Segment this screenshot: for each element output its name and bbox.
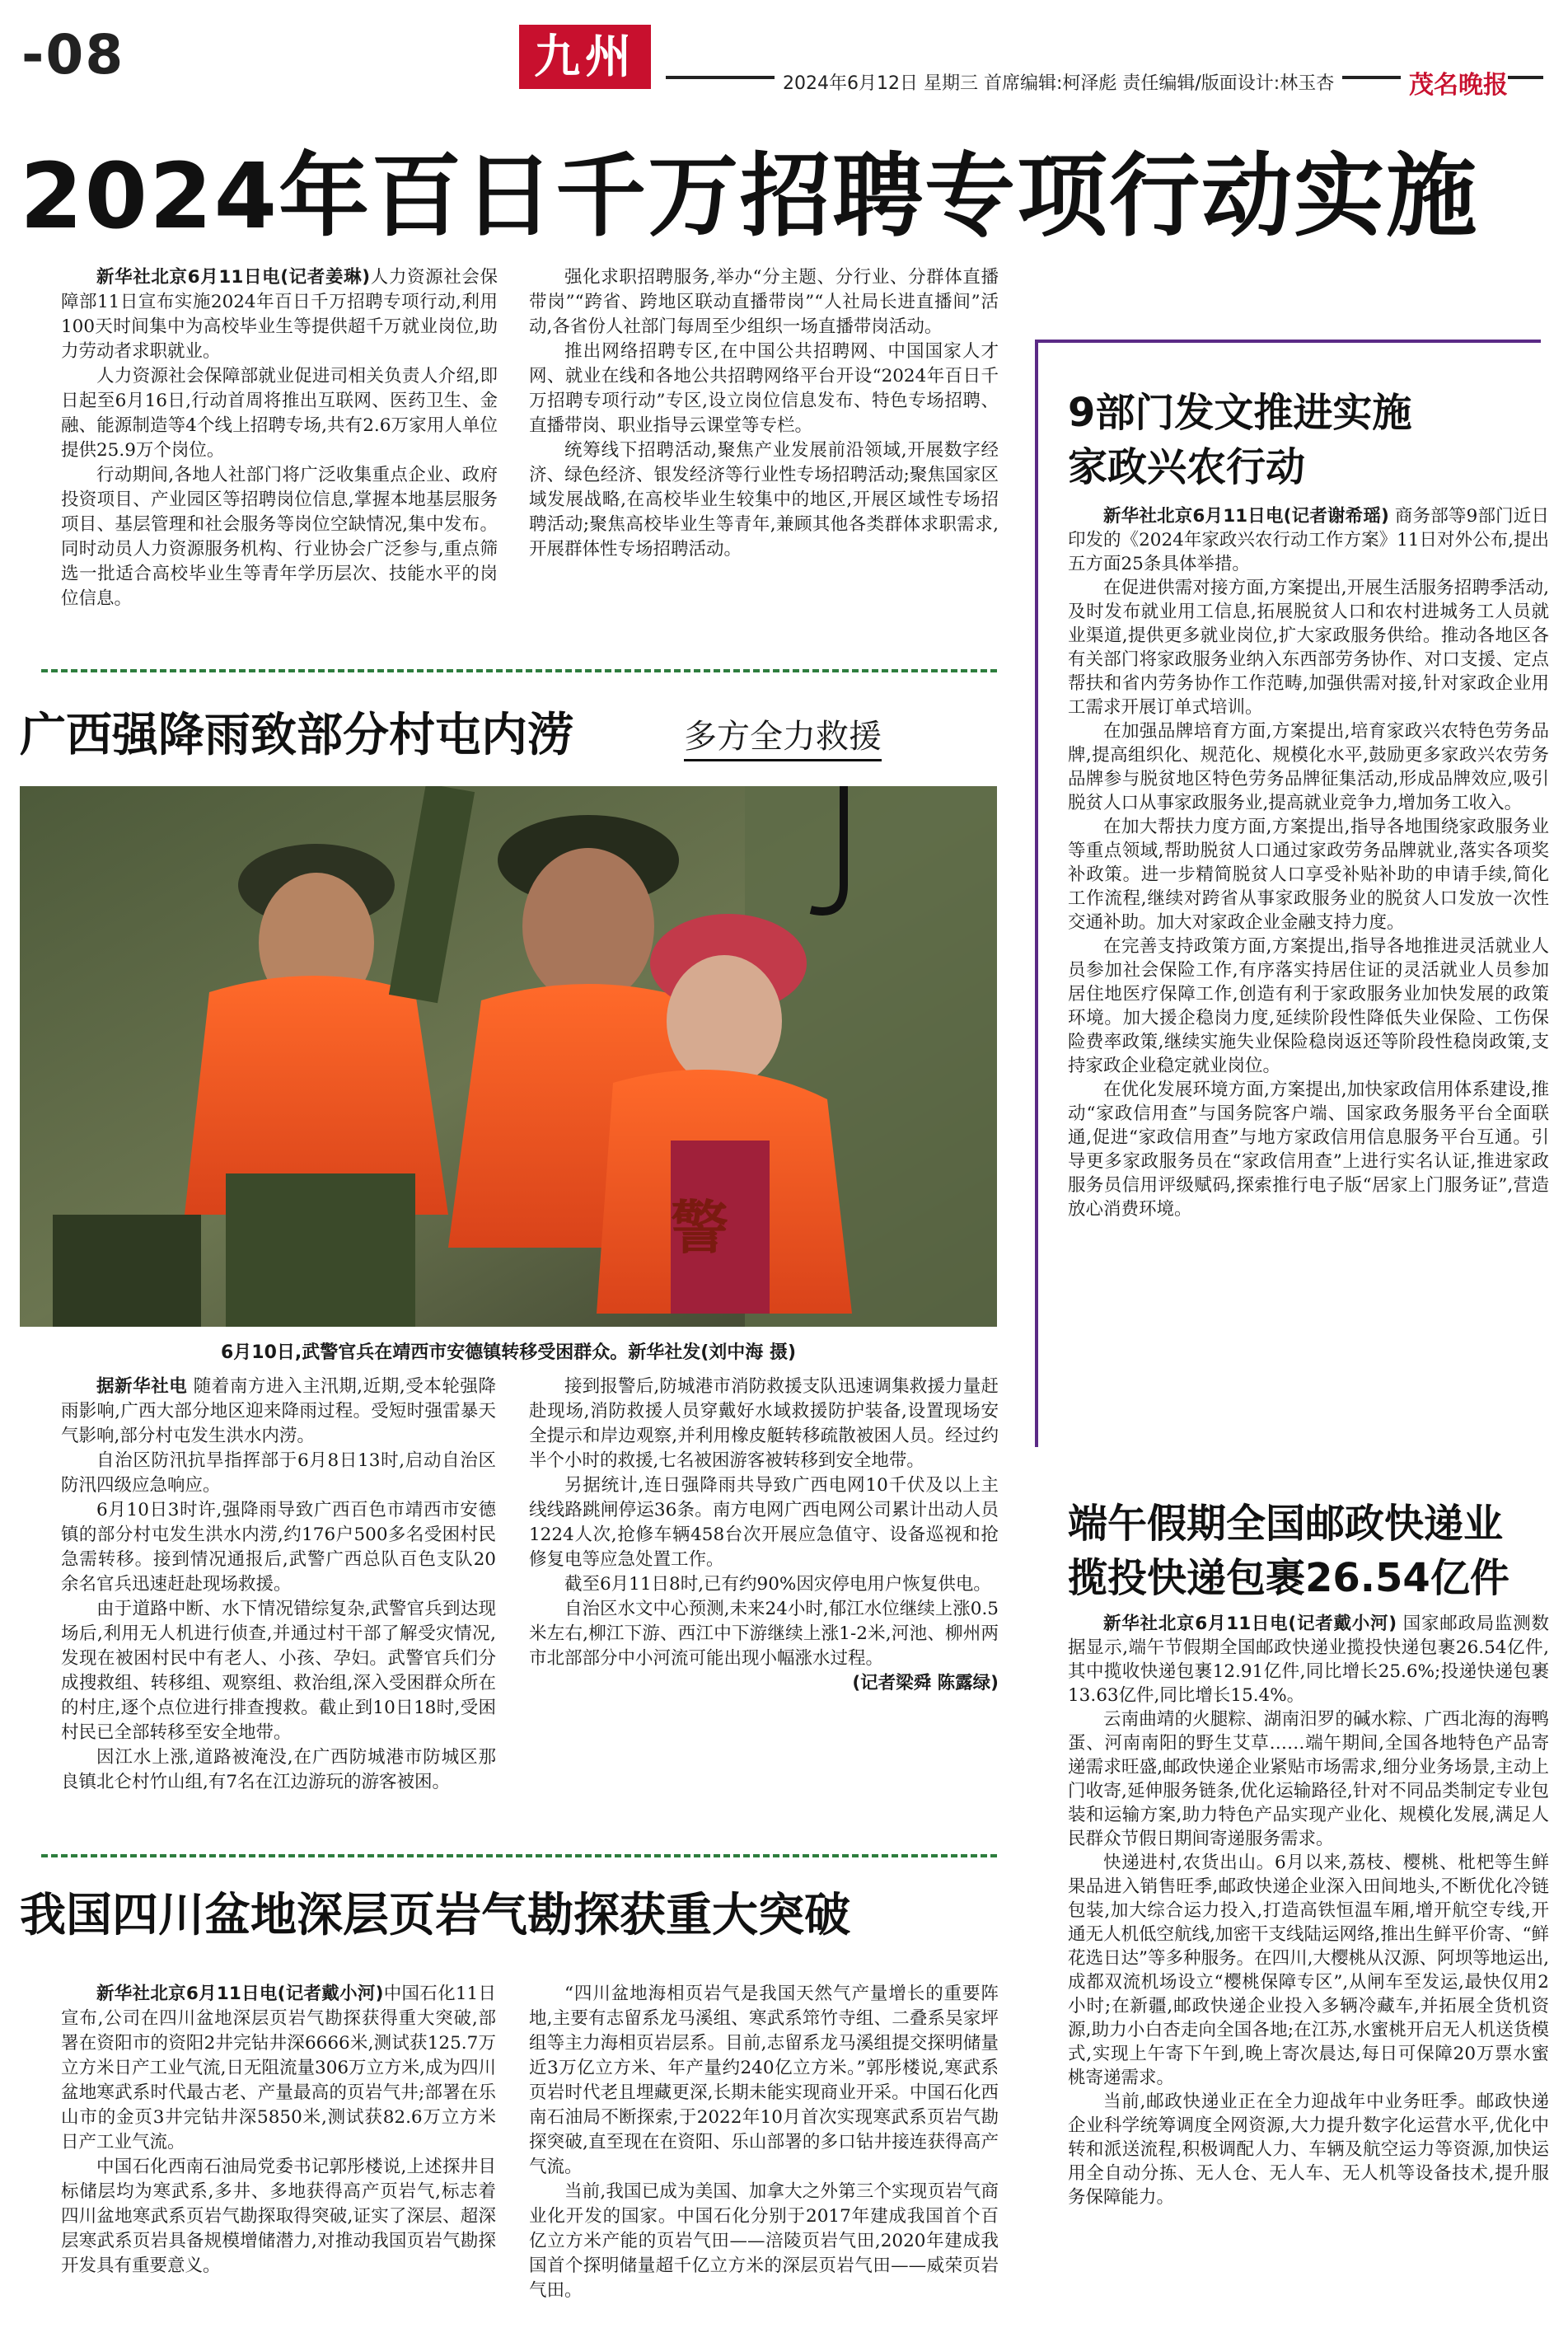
article3-title: 我国四川盆地深层页岩气勘探获重大突破 [20, 1889, 850, 1942]
article2-title: 广西强降雨致部分村屯内涝 [20, 709, 573, 762]
article3-col2 [529, 1982, 999, 2303]
dateline: 2024年6月12日 星期三 首席编辑:柯泽彪 责任编辑/版面设计:林玉杏 [775, 69, 1342, 95]
svg-text:警: 警 [671, 1194, 728, 1262]
article2-para: 自治区防汛抗旱指挥部于6月8日13时,启动自治区防汛四级应急响应。 [61, 1450, 496, 1496]
article4-body [1068, 504, 1549, 1221]
article2-para: 6月10日3时许,强降雨导致广西百色市靖西市安德镇的部分村屯发生洪水内涝,约176户500多名受困村民急需转移。接到情况通报后,武警广西总队百色支队20余名官兵迅速赶赴现场救援。 [61, 1500, 496, 1595]
article5-title-line2: 揽投快递包裹26.54亿件 [1068, 1555, 1509, 1601]
article1-lead: 新华社北京6月11日电(记者姜琳) [96, 267, 371, 288]
article2-para: 自治区水文中心预测,未来24小时,郁江水位继续上涨0.5米左右,柳江下游、西江中下游继续上涨1-2米,河池、柳州两市北部部分中小河流可能出现小幅涨水过程。 [529, 1599, 999, 1669]
article1-para: 强化求职招聘服务,举办“分主题、分行业、分群体直播带岗”“跨省、跨地区联动直播带岗”“人社局长进直播间”活动,各省份人社部门每周至少组织一场直播带岗活动。 [529, 267, 999, 337]
article5-title-line1: 端午假期全国邮政快递业 [1068, 1501, 1504, 1547]
article5-para: 国家邮政局监测数据显示,端午节假期全国邮政快递业揽投快递包裹26.54亿件,其中揽收快递包裹12.91亿件,同比增长25.6%;投递快递包裹13.63亿件,同比增长15.4%。 [1068, 1614, 1549, 1706]
flood-rescue-photo [20, 786, 997, 1327]
photo-caption: 6月10日,武警官兵在靖西市安德镇转移受困群众。新华社发(刘中海 摄) [220, 1342, 797, 1363]
article5-lead: 新华社北京6月11日电(记者戴小河) [1103, 1614, 1397, 1634]
article4-para: 在加大帮扶力度方面,方案提出,指导各地围绕家政服务业等重点领域,帮助脱贫人口通过家政劳务品牌就业,落实各项奖补政策。进一步精简脱贫人口享受补贴补助的申请手续,简化工作流程,继续对跨省从事家政服务业的脱贫人口发放一次性交通补助。加大对家政企业金融支持力度。 [1068, 817, 1549, 933]
article3-para: 中国石化11日宣布,公司在四川盆地深层页岩气勘探获得重大突破,部署在资阳市的资阳2井完钻井深6666米,测试获125.7万立方米日产工业气流,日无阻流量306万立方米,成为四川盆地寒武系时代最古老、产量最高的页岩气井;部署在乐山市的金页3井完钻井深5850米,测试获82.6万立方米日产工业气流。 [61, 1984, 496, 2152]
article5-para: 当前,邮政快递业正在全力迎战年中业务旺季。邮政快递企业科学统筹调度全网资源,大力提升数字化运营水平,优化中转和派送流程,积极调配人力、车辆及航空运力等资源,加快运用全自动分拣、无人仓、无人车、无人机等设备技术,提升服务保障能力。 [1068, 2091, 1549, 2208]
article2-lead: 据新华社电 [96, 1376, 188, 1397]
article1-col1 [61, 265, 498, 611]
article4-para: 在促进供需对接方面,方案提出,开展生活服务招聘季活动,及时发布就业用工信息,拓展脱贫人口和农村进城务工人员就业渠道,提供更多就业岗位,扩大家政服务供给。推动各地区各有关部门将家政服务业纳入东西部劳务协作、对口支援、定点帮扶和省内劳务协作工作范畴,加强供需对接,针对家政企业用工需求开展订单式培训。 [1068, 578, 1549, 718]
article5-body [1068, 1612, 1549, 2209]
section-divider [41, 1854, 997, 1857]
section-badge: 九州 [519, 25, 651, 89]
page-number: -08 [21, 23, 125, 87]
article2-para: 随着南方进入主汛期,近期,受本轮强降雨影响,广西大部分地区迎来降雨过程。受短时强雷暴天气影响,部分村屯发生洪水内涝。 [61, 1376, 496, 1446]
article3-lead: 新华社北京6月11日电(记者戴小河) [96, 1984, 384, 2004]
article2-para: 截至6月11日8时,已有约90%因灾停电用户恢复供电。 [564, 1574, 991, 1595]
article2-subtitle: 多方全力救援 [684, 710, 882, 761]
article3-col1 [61, 1982, 496, 2279]
newspaper-logo: 茂名晚报 [1401, 64, 1508, 101]
article1-para: 行动期间,各地人社部门将广泛收集重点企业、政府投资项目、产业园区等招聘岗位信息,掌握本地基层服务项目、基层管理和社会服务等岗位空缺情况,集中发布。同时动员人力资源服务机构、行业协会广泛参与,重点筛选一批适合高校毕业生等青年学历层次、技能水平的岗位信息。 [61, 465, 498, 609]
article2-para: 因江水上涨,道路被淹没,在广西防城港市防城区那良镇北仑村竹山组,有7名在江边游玩的游客被困。 [61, 1747, 496, 1792]
article2-col1 [61, 1375, 496, 1795]
article1-para: 推出网络招聘专区,在中国公共招聘网、中国国家人才网、就业在线和各地公共招聘网络平台开设“2024年百日千万招聘专项行动”专区,设立岗位信息发布、特色专场招聘、直播带岗、职业指导云课堂等专栏。 [529, 341, 999, 436]
article2-col2 [529, 1375, 999, 1696]
article2-para: 由于道路中断、水下情况错综复杂,武警官兵到达现场后,利用无人机进行侦查,并通过村干部了解受灾情况,发现在被困村民中有老人、小孩、孕妇。武警官兵们分成搜救组、转移组、观察组、救治组,深入受困群众所在的村庄,逐个点位进行排查搜救。截止到10日18时,受困村民已全部转移至安全地带。 [61, 1599, 496, 1743]
article1-para: 人力资源社会保障部11日宣布实施2024年百日千万招聘专项行动,利用100天时间集中为高校毕业生等提供超千万就业岗位,助力劳动者求职就业。 [61, 267, 498, 362]
article4-title-line2: 家政兴农行动 [1068, 444, 1306, 490]
article2-para: 另据统计,连日强降雨共导致广西电网10千伏及以上主线线路跳闸停运36条。南方电网广西电网公司累计出动人员1224人次,抢修车辆458台次开展应急值守、设备巡视和抢修复电等应急处置工作。 [529, 1475, 999, 1570]
article4-title-line1: 9部门发文推进实施 [1068, 390, 1412, 436]
article5-para: 快递进村,农货出山。6月以来,荔枝、樱桃、枇杷等生鲜果品进入销售旺季,邮政快递企业深入田间地头,不断优化冷链包装,加大综合运力投入,打造高铁恒温车厢,增开航空专线,开通无人机低空航线,加密干支线陆运网络,推出生鲜平价寄、“鲜花选日达”等多种服务。在四川,大樱桃从汉源、阿坝等地运出,成都双流机场设立“樱桃保障专区”,从闸车至发运,最快仅用2小时;在新疆,邮政快递企业投入多辆冷藏车,并拓展全货机资源,助力小白杏走向全国各地;在江苏,水蜜桃开启无人机送货模式,实现上午寄下午到,晚上寄次晨达,每日可保障20万票水蜜桃寄递需求。 [1068, 1853, 1549, 2088]
article1-title: 2024年百日千万招聘专项行动实施 [20, 143, 1479, 249]
article4-lead: 新华社北京6月11日电(记者谢希瑶) [1103, 506, 1389, 527]
article4-para: 在优化发展环境方面,方案提出,加快家政信用体系建设,推动“家政信用查”与国务院客户端、国家政务服务平台全面联通,促进“家政信用查”与地方家政信用信息服务平台互通。引导更多家政服务员在“家政信用查”上进行实名认证,推进家政服务员信用评级赋码,探索推行电子版“居家上门服务证”,营造放心消费环境。 [1068, 1080, 1549, 1220]
article5-para: 云南曲靖的火腿粽、湖南汨罗的碱水粽、广西北海的海鸭蛋、河南南阳的野生艾草……端午期间,全国各地特色产品寄递需求旺盛,邮政快递企业紧贴市场需求,细分业务场景,主动上门收寄,延伸服务链条,优化运输路径,针对不同品类制定专业包装和运输方案,助力特色产品实现产业化、规模化发展,满足人民群众节假日期间寄递服务需求。 [1068, 1709, 1549, 1849]
article4-para: 商务部等9部门近日印发的《2024年家政兴农行动工作方案》11日对外公布,提出五方面25条具体举措。 [1068, 506, 1549, 574]
article4-para: 在完善支持政策方面,方案提出,指导各地推进灵活就业人员参加社会保险工作,有序落实持居住证的灵活就业人员参加居住地医疗保障工作,创造有利于家政服务业加快发展的政策环境。加大援企稳岗力度,延续阶段性降低失业保险、工伤保险费率政策,继续实施失业保险稳岗返还等阶段性稳岗政策,支持家政企业稳定就业岗位。 [1068, 936, 1549, 1076]
article1-para: 统筹线下招聘活动,聚焦产业发展前沿领域,开展数字经济、绿色经济、银发经济等行业性专场招聘活动;聚焦国家区域发展战略,在高校毕业生较集中的地区,开展区域性专场招聘活动;聚焦高校毕业生等青年,兼顾其他各类群体求职需求,开展群体性专场招聘活动。 [529, 440, 999, 560]
article1-para: 人力资源社会保障部就业促进司相关负责人介绍,即日起至6月16日,行动首周将推出互联网、医药卫生、金融、能源制造等4个线上招聘专场,共有2.6万家用人单位提供25.9万个岗位。 [61, 366, 498, 461]
article4-para: 在加强品牌培育方面,方案提出,培育家政兴农特色劳务品牌,提高组织化、规范化、规模化水平,鼓励更多家政兴农劳务品牌参与脱贫地区特色劳务品牌征集活动,形成品牌效应,吸引脱贫人口从事家政服务业,提高就业竞争力,增加务工收入。 [1068, 721, 1549, 813]
article2-byline: (记者梁舜 陈露绿) [852, 1673, 999, 1693]
section-divider [41, 669, 997, 672]
article2-para: 接到报警后,防城港市消防救援支队迅速调集救援力量赶赴现场,消防救援人员穿戴好水域救援防护装备,设置现场安全提示和岸边观察,并利用橡皮艇转移疏散被困人员。经过约半个小时的救援,七名被困游客被转移到安全地带。 [529, 1376, 999, 1471]
article3-para: 当前,我国已成为美国、加拿大之外第三个实现页岩气商业化开发的国家。中国石化分别于2017年建成我国首个百亿立方米产能的页岩气田——涪陵页岩气田,2020年建成我国首个探明储量超千亿立方米的深层页岩气田——威荣页岩气田。 [529, 2181, 999, 2301]
article1-col2 [529, 265, 999, 562]
article3-para: 中国石化西南石油局党委书记郭彤楼说,上述探井目标储层均为寒武系,多井、多地获得高产页岩气,标志着四川盆地寒武系页岩气勘探取得突破,证实了深层、超深层寒武系页岩具备规模增储潜力,对推动我国页岩气勘探开发具有重要意义。 [61, 2157, 496, 2276]
article4-title [1068, 386, 1411, 494]
article3-para: “四川盆地海相页岩气是我国天然气产量增长的重要阵地,主要有志留系龙马溪组、寒武系筇竹寺组、二叠系吴家坪组等主力海相页岩层系。目前,志留系龙马溪组提交探明储量近3万亿立方米、年产量约240亿立方米。”郭彤楼说,寒武系页岩时代老且埋藏更深,长期未能实现商业开采。中国石化西南石油局不断探索,于2022年10月首次实现寒武系页岩气勘探突破,直至现在在资阳、乐山部署的多口钻井接连获得高产气流。 [529, 1984, 999, 2177]
article5-title [1068, 1497, 1509, 1605]
